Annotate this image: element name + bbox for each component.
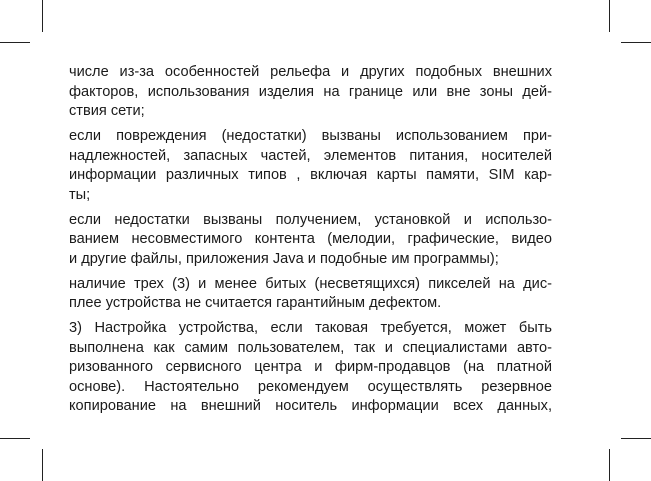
text-line: основе). Настоятельно рекомендуем осуществлять резервное bbox=[69, 378, 552, 395]
document-body bbox=[69, 63, 552, 422]
paragraph-signal-conditions bbox=[69, 63, 552, 122]
text-line: ванием несовместимого контента (мелодии, графические, видео bbox=[69, 231, 552, 247]
crop-mark-top-right-horizontal bbox=[621, 42, 651, 43]
paragraph-incompatible-content bbox=[69, 211, 552, 270]
text-line: плее устройства не считается гарантийным дефектом. bbox=[69, 295, 442, 311]
crop-mark-bottom-right-horizontal bbox=[621, 438, 651, 439]
crop-mark-bottom-left-vertical bbox=[42, 449, 43, 481]
paragraph-device-setup bbox=[69, 319, 552, 417]
text-line: числе из-за особенностей рельефа и других подобных внешних bbox=[69, 64, 552, 80]
text-line: и другие файлы, приложения Java и подобные им программы); bbox=[69, 250, 499, 267]
text-line: информации различных типов , включая карты памяти, SIM кар- bbox=[69, 167, 552, 183]
text-line: ствия сети; bbox=[69, 103, 145, 119]
crop-mark-top-left-horizontal bbox=[0, 42, 30, 43]
crop-mark-bottom-right-vertical bbox=[609, 449, 610, 481]
paragraph-accessories-damage bbox=[69, 127, 552, 205]
text-line: если повреждения (недостатки) вызваны использованием при- bbox=[69, 128, 552, 144]
text-line: ты; bbox=[69, 186, 91, 203]
paragraph-dead-pixels bbox=[69, 275, 552, 314]
crop-mark-bottom-left-horizontal bbox=[0, 438, 30, 439]
text-line: наличие трех (3) и менее битых (несветящихся) пикселей на дис- bbox=[69, 275, 552, 292]
crop-mark-top-left-vertical bbox=[42, 0, 43, 32]
text-line: копирование на внешний носитель информации всех данных, bbox=[69, 398, 552, 414]
text-line: надлежностей, запасных частей, элементов питания, носителей bbox=[69, 147, 552, 164]
text-line: выполнена как самим пользователем, так и специалистами авто- bbox=[69, 339, 552, 356]
text-line: ризованного сервисного центра и фирм-продавцов (на платной bbox=[69, 359, 552, 375]
text-line: если недостатки вызваны получением, установкой и использо- bbox=[69, 211, 552, 228]
crop-mark-top-right-vertical bbox=[609, 0, 610, 32]
text-line: 3) Настройка устройства, если таковая требуется, может быть bbox=[69, 320, 552, 336]
text-line: факторов, использования изделия на границе или вне зоны дей- bbox=[69, 83, 552, 100]
